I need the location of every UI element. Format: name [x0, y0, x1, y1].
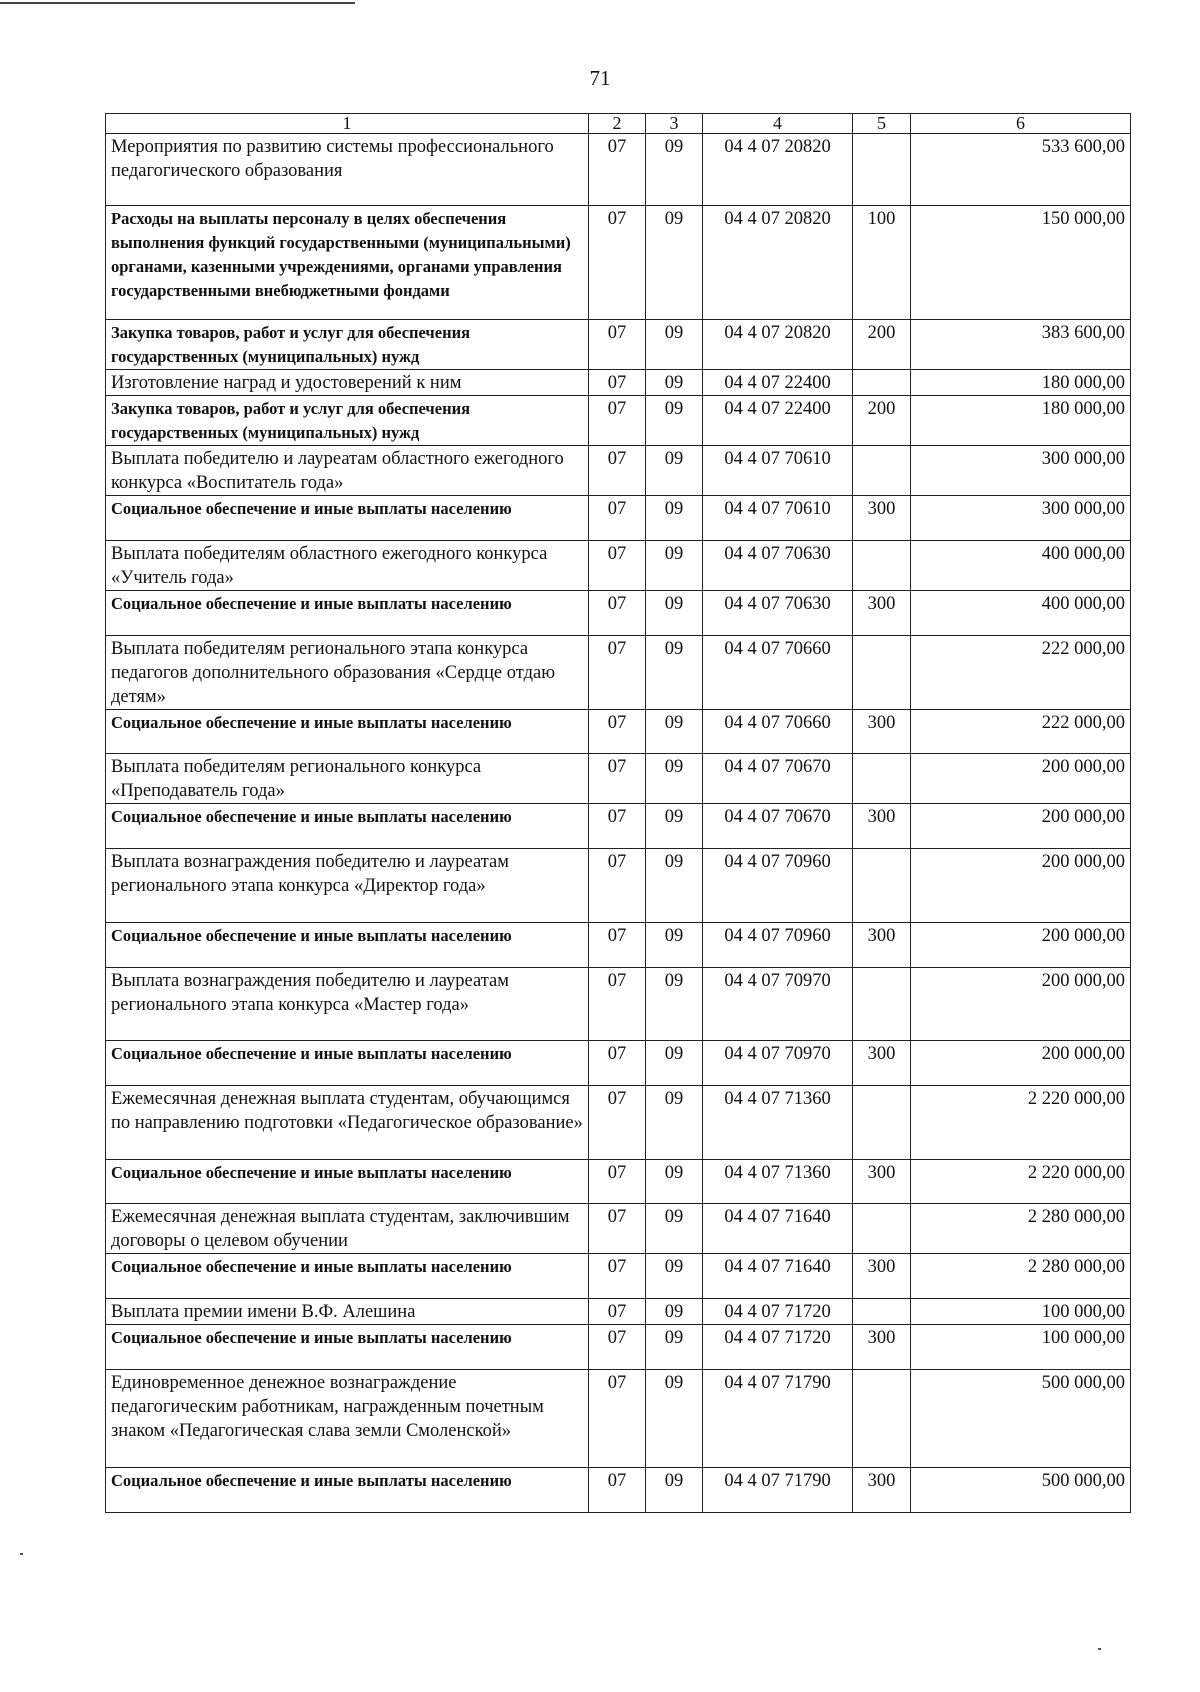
amount-cell: 2 280 000,00 [911, 1254, 1131, 1299]
expense-type-cell: 300 [853, 591, 911, 636]
table-row [106, 134, 1131, 206]
target-item-code-cell: 04 4 07 71640 [703, 1204, 853, 1254]
section-code-cell: 07 [589, 1468, 646, 1513]
target-item-code-cell: 04 4 07 70660 [703, 710, 853, 754]
target-item-code-cell: 04 4 07 20820 [703, 320, 853, 370]
section-code-cell: 07 [589, 1041, 646, 1086]
subsection-code-cell: 09 [646, 804, 703, 849]
column-header: 5 [853, 114, 911, 134]
section-code-cell: 07 [589, 636, 646, 710]
target-item-code-cell: 04 4 07 71790 [703, 1370, 853, 1468]
column-header: 4 [703, 114, 853, 134]
section-code-cell: 07 [589, 1204, 646, 1254]
table-row [106, 1086, 1131, 1160]
amount-cell: 222 000,00 [911, 710, 1131, 754]
subsection-code-cell: 09 [646, 636, 703, 710]
table-row [106, 849, 1131, 923]
section-code-cell: 07 [589, 1325, 646, 1370]
table-row [106, 1299, 1131, 1325]
expense-name-cell: Выплата победителям регионального этапа конкурса педагогов дополнительного образования «Сердце отдаю детям» [106, 636, 589, 710]
amount-cell: 400 000,00 [911, 591, 1131, 636]
subsection-code-cell: 09 [646, 496, 703, 541]
amount-cell: 2 220 000,00 [911, 1086, 1131, 1160]
expense-name-cell: Социальное обеспечение и иные выплаты населению [106, 591, 589, 636]
target-item-code-cell: 04 4 07 70960 [703, 849, 853, 923]
target-item-code-cell: 04 4 07 70970 [703, 968, 853, 1041]
target-item-code-cell: 04 4 07 70970 [703, 1041, 853, 1086]
expense-type-cell [853, 1086, 911, 1160]
subsection-code-cell: 09 [646, 1204, 703, 1254]
amount-cell: 533 600,00 [911, 134, 1131, 206]
target-item-code-cell: 04 4 07 70630 [703, 591, 853, 636]
amount-cell: 500 000,00 [911, 1370, 1131, 1468]
section-code-cell: 07 [589, 1299, 646, 1325]
expense-name-cell: Единовременное денежное вознаграждение педагогическим работникам, награжденным почетным знаком «Педагогическая слава земли Смоленской» [106, 1370, 589, 1468]
expense-name-cell: Ежемесячная денежная выплата студентам, заключившим договоры о целевом обучении [106, 1204, 589, 1254]
section-code-cell: 07 [589, 849, 646, 923]
expense-name-cell: Выплата победителю и лауреатам областного ежегодного конкурса «Воспитатель года» [106, 446, 589, 496]
subsection-code-cell: 09 [646, 541, 703, 591]
budget-table [105, 113, 1131, 1513]
section-code-cell: 07 [589, 923, 646, 968]
expense-name-cell: Выплата победителям областного ежегодного конкурса «Учитель года» [106, 541, 589, 591]
section-code-cell: 07 [589, 446, 646, 496]
subsection-code-cell: 09 [646, 754, 703, 804]
expense-type-cell: 300 [853, 804, 911, 849]
expense-name-cell: Мероприятия по развитию системы профессионального педагогического образования [106, 134, 589, 206]
target-item-code-cell: 04 4 07 71790 [703, 1468, 853, 1513]
subsection-code-cell: 09 [646, 923, 703, 968]
expense-name-cell: Выплата победителям регионального конкурса «Преподаватель года» [106, 754, 589, 804]
subsection-code-cell: 09 [646, 446, 703, 496]
expense-type-cell [853, 1370, 911, 1468]
amount-cell: 180 000,00 [911, 396, 1131, 446]
table-row [106, 710, 1131, 754]
section-code-cell: 07 [589, 320, 646, 370]
expense-type-cell [853, 754, 911, 804]
expense-name-cell: Расходы на выплаты персоналу в целях обеспечения выполнения функций государственными (муниципальными) органами, казенными учреждениями, органами управления государственными внебюджетными фондами [106, 206, 589, 320]
target-item-code-cell: 04 4 07 70610 [703, 496, 853, 541]
expense-type-cell [853, 446, 911, 496]
target-item-code-cell: 04 4 07 20820 [703, 134, 853, 206]
target-item-code-cell: 04 4 07 22400 [703, 396, 853, 446]
table-row [106, 923, 1131, 968]
expense-type-cell [853, 968, 911, 1041]
expense-name-cell: Социальное обеспечение и иные выплаты населению [106, 923, 589, 968]
amount-cell: 2 280 000,00 [911, 1204, 1131, 1254]
table-row [106, 1468, 1131, 1513]
expense-type-cell [853, 1299, 911, 1325]
table-row [106, 1325, 1131, 1370]
target-item-code-cell: 04 4 07 70630 [703, 541, 853, 591]
expense-name-cell: Социальное обеспечение и иные выплаты населению [106, 496, 589, 541]
table-row [106, 591, 1131, 636]
expense-type-cell [853, 541, 911, 591]
expense-type-cell: 200 [853, 320, 911, 370]
table-row [106, 370, 1131, 396]
table-row [106, 1370, 1131, 1468]
amount-cell: 400 000,00 [911, 541, 1131, 591]
expense-name-cell: Изготовление наград и удостоверений к ним [106, 370, 589, 396]
subsection-code-cell: 09 [646, 134, 703, 206]
expense-type-cell: 300 [853, 1041, 911, 1086]
target-item-code-cell: 04 4 07 71360 [703, 1086, 853, 1160]
section-code-cell: 07 [589, 370, 646, 396]
section-code-cell: 07 [589, 1370, 646, 1468]
subsection-code-cell: 09 [646, 1160, 703, 1204]
amount-cell: 100 000,00 [911, 1299, 1131, 1325]
section-code-cell: 07 [589, 754, 646, 804]
amount-cell: 200 000,00 [911, 804, 1131, 849]
amount-cell: 383 600,00 [911, 320, 1131, 370]
target-item-code-cell: 04 4 07 20820 [703, 206, 853, 320]
subsection-code-cell: 09 [646, 1370, 703, 1468]
target-item-code-cell: 04 4 07 70670 [703, 804, 853, 849]
scan-speck [20, 1553, 23, 1555]
expense-type-cell [853, 636, 911, 710]
amount-cell: 500 000,00 [911, 1468, 1131, 1513]
table-row [106, 206, 1131, 320]
amount-cell: 150 000,00 [911, 206, 1131, 320]
target-item-code-cell: 04 4 07 22400 [703, 370, 853, 396]
amount-cell: 222 000,00 [911, 636, 1131, 710]
subsection-code-cell: 09 [646, 206, 703, 320]
expense-name-cell: Ежемесячная денежная выплата студентам, обучающимся по направлению подготовки «Педагогическое образование» [106, 1086, 589, 1160]
subsection-code-cell: 09 [646, 591, 703, 636]
table-row [106, 968, 1131, 1041]
expense-name-cell: Социальное обеспечение и иные выплаты населению [106, 1468, 589, 1513]
expense-name-cell: Закупка товаров, работ и услуг для обеспечения государственных (муниципальных) нужд [106, 396, 589, 446]
table-row [106, 396, 1131, 446]
expense-name-cell: Выплата вознаграждения победителю и лауреатам регионального этапа конкурса «Мастер года» [106, 968, 589, 1041]
expense-type-cell [853, 849, 911, 923]
expense-name-cell: Социальное обеспечение и иные выплаты населению [106, 1325, 589, 1370]
target-item-code-cell: 04 4 07 70610 [703, 446, 853, 496]
expense-type-cell: 300 [853, 710, 911, 754]
subsection-code-cell: 09 [646, 320, 703, 370]
expense-type-cell [853, 134, 911, 206]
expense-type-cell [853, 370, 911, 396]
table-row [106, 496, 1131, 541]
expense-name-cell: Выплата премии имени В.Ф. Алешина [106, 1299, 589, 1325]
expense-type-cell: 300 [853, 1160, 911, 1204]
subsection-code-cell: 09 [646, 396, 703, 446]
section-code-cell: 07 [589, 591, 646, 636]
page-number: 71 [589, 66, 611, 90]
subsection-code-cell: 09 [646, 1325, 703, 1370]
section-code-cell: 07 [589, 396, 646, 446]
expense-name-cell: Социальное обеспечение и иные выплаты населению [106, 1041, 589, 1086]
column-header: 2 [589, 114, 646, 134]
target-item-code-cell: 04 4 07 70960 [703, 923, 853, 968]
expense-type-cell: 300 [853, 923, 911, 968]
expense-name-cell: Социальное обеспечение и иные выплаты населению [106, 710, 589, 754]
amount-cell: 200 000,00 [911, 968, 1131, 1041]
target-item-code-cell: 04 4 07 70660 [703, 636, 853, 710]
table-row [106, 446, 1131, 496]
subsection-code-cell: 09 [646, 1254, 703, 1299]
expense-name-cell: Социальное обеспечение и иные выплаты населению [106, 1160, 589, 1204]
section-code-cell: 07 [589, 1160, 646, 1204]
amount-cell: 200 000,00 [911, 1041, 1131, 1086]
table-row [106, 636, 1131, 710]
subsection-code-cell: 09 [646, 710, 703, 754]
expense-type-cell: 300 [853, 1254, 911, 1299]
amount-cell: 200 000,00 [911, 923, 1131, 968]
table-row [106, 1160, 1131, 1204]
amount-cell: 2 220 000,00 [911, 1160, 1131, 1204]
section-code-cell: 07 [589, 541, 646, 591]
target-item-code-cell: 04 4 07 71720 [703, 1325, 853, 1370]
column-header: 1 [106, 114, 589, 134]
expense-type-cell: 300 [853, 1325, 911, 1370]
subsection-code-cell: 09 [646, 1468, 703, 1513]
expense-name-cell: Социальное обеспечение и иные выплаты населению [106, 804, 589, 849]
expense-name-cell: Социальное обеспечение и иные выплаты населению [106, 1254, 589, 1299]
expense-type-cell: 300 [853, 496, 911, 541]
section-code-cell: 07 [589, 804, 646, 849]
table-row [106, 1204, 1131, 1254]
subsection-code-cell: 09 [646, 1299, 703, 1325]
table-row [106, 320, 1131, 370]
section-code-cell: 07 [589, 134, 646, 206]
section-code-cell: 07 [589, 496, 646, 541]
subsection-code-cell: 09 [646, 1041, 703, 1086]
amount-cell: 200 000,00 [911, 849, 1131, 923]
section-code-cell: 07 [589, 968, 646, 1041]
scan-speck [1098, 1648, 1101, 1650]
expense-type-cell [853, 1204, 911, 1254]
section-code-cell: 07 [589, 1254, 646, 1299]
amount-cell: 180 000,00 [911, 370, 1131, 396]
subsection-code-cell: 09 [646, 370, 703, 396]
table-row [106, 541, 1131, 591]
top-rule [0, 2, 355, 4]
amount-cell: 300 000,00 [911, 446, 1131, 496]
section-code-cell: 07 [589, 1086, 646, 1160]
table-header-row [106, 114, 1131, 134]
column-header: 6 [911, 114, 1131, 134]
subsection-code-cell: 09 [646, 968, 703, 1041]
expense-type-cell: 100 [853, 206, 911, 320]
expense-name-cell: Выплата вознаграждения победителю и лауреатам регионального этапа конкурса «Директор года» [106, 849, 589, 923]
expense-type-cell: 200 [853, 396, 911, 446]
subsection-code-cell: 09 [646, 1086, 703, 1160]
expense-type-cell: 300 [853, 1468, 911, 1513]
amount-cell: 300 000,00 [911, 496, 1131, 541]
section-code-cell: 07 [589, 206, 646, 320]
table-row [106, 754, 1131, 804]
expense-name-cell: Закупка товаров, работ и услуг для обеспечения государственных (муниципальных) нужд [106, 320, 589, 370]
amount-cell: 200 000,00 [911, 754, 1131, 804]
amount-cell: 100 000,00 [911, 1325, 1131, 1370]
table-row [106, 1041, 1131, 1086]
section-code-cell: 07 [589, 710, 646, 754]
target-item-code-cell: 04 4 07 71640 [703, 1254, 853, 1299]
target-item-code-cell: 04 4 07 71360 [703, 1160, 853, 1204]
column-header: 3 [646, 114, 703, 134]
table-row [106, 804, 1131, 849]
subsection-code-cell: 09 [646, 849, 703, 923]
table-row [106, 1254, 1131, 1299]
target-item-code-cell: 04 4 07 70670 [703, 754, 853, 804]
target-item-code-cell: 04 4 07 71720 [703, 1299, 853, 1325]
